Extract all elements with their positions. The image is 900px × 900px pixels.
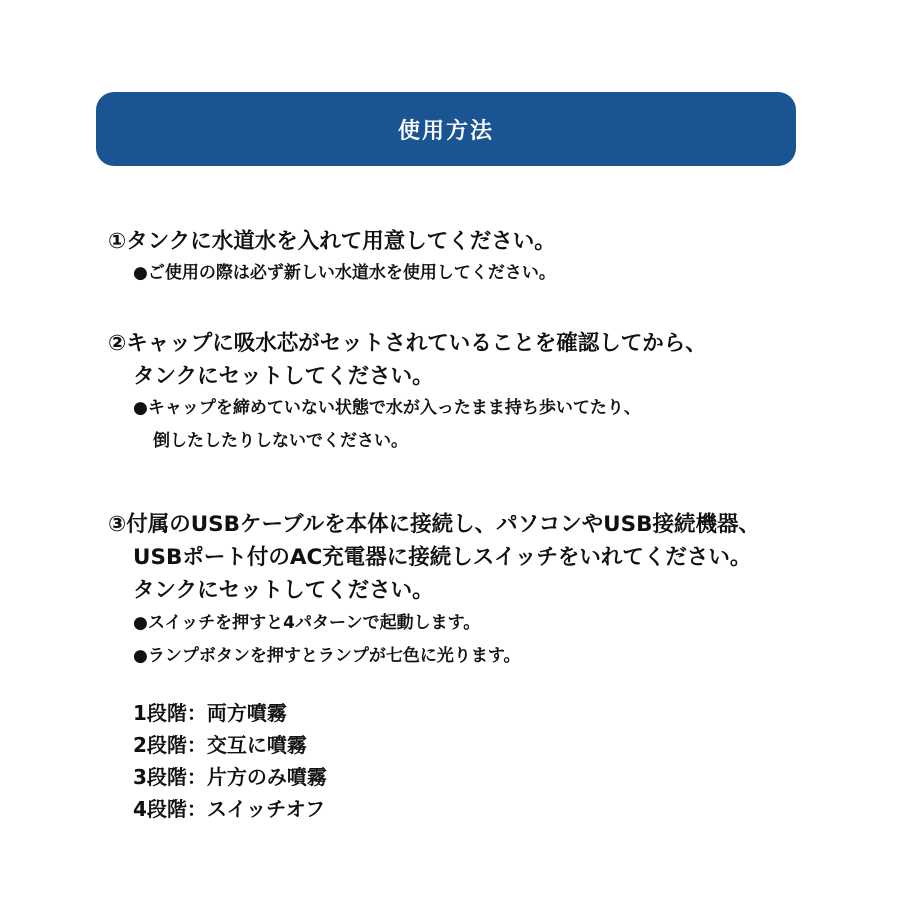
step2-instruction-line1: ②キャップに吸水芯がセットされていることを確認してから、 bbox=[108, 331, 707, 356]
stage-4: 4段階：スイッチオフ bbox=[133, 797, 326, 821]
stage-1: 1段階：両方噴霧 bbox=[133, 701, 287, 725]
step3-instruction-line1: ③付属のUSBケーブルを本体に接続し、パソコンやUSB接続機器、 bbox=[108, 512, 761, 537]
step1-instruction: ①タンクに水道水を入れて用意してください。 bbox=[108, 229, 556, 254]
title-banner bbox=[96, 92, 796, 166]
stage-3: 3段階：片方のみ噴霧 bbox=[133, 765, 327, 789]
step3-note-lamp: ●ランプボタンを押すとランプが七色に光ります。 bbox=[133, 646, 521, 666]
step3-note-switch: ●スイッチを押すと4パターンで起動します。 bbox=[133, 613, 481, 633]
step3-instruction-line2: USBポート付のAC充電器に接続しスイッチをいれてください。 bbox=[133, 545, 752, 570]
page-title: 使用方法 bbox=[397, 118, 494, 144]
step1-note: ●ご使用の際は必ず新しい水道水を使用してください。 bbox=[133, 263, 556, 283]
step2-instruction-line2: タンクにセットしてください。 bbox=[133, 364, 434, 389]
step3-instruction-line3: タンクにセットしてください。 bbox=[133, 578, 434, 603]
step2-note-line1: ●キャップを締めていない状態で水が入ったまま持ち歩いてたり、 bbox=[133, 398, 641, 418]
stage-2: 2段階：交互に噴霧 bbox=[133, 733, 307, 757]
step2-note-line2: 倒したしたりしないでください。 bbox=[153, 431, 408, 451]
